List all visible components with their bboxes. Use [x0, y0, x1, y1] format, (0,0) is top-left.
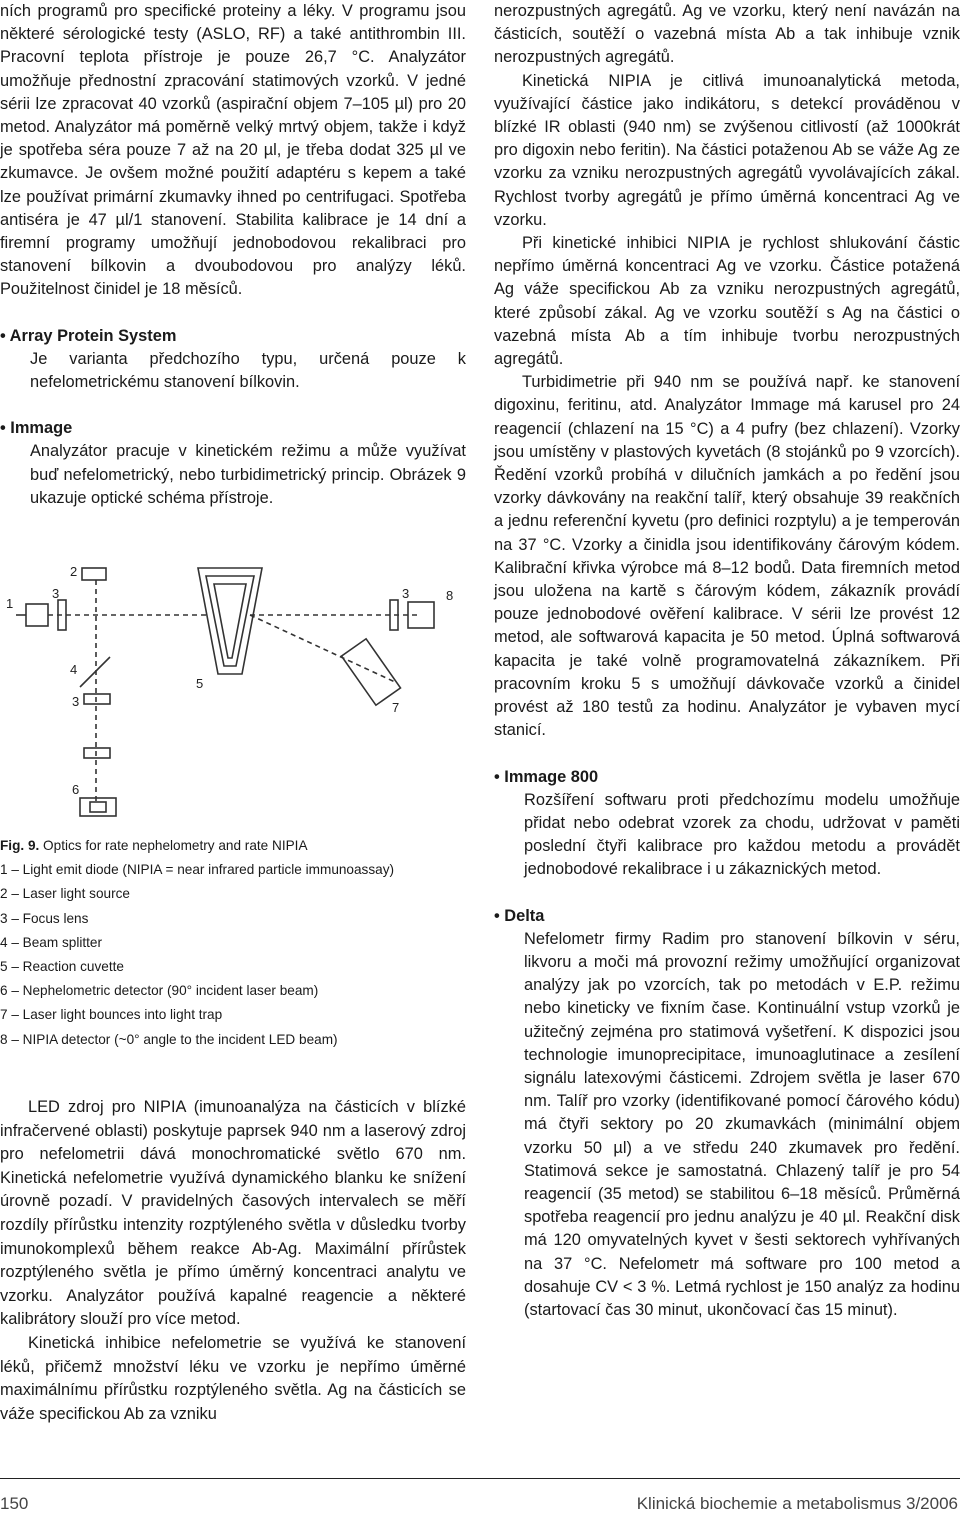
- paragraph: Kinetická inhibice nefelometrie se využívá ke stanovení léků, přičemž množství léku ve vzorku je nepřímo úměrné maximálnímu přírůstku rozptýleného světla. Ag na částicích se váže specifickou Ab za vzniku: [0, 1333, 466, 1423]
- figure-caption: [0, 834, 466, 1052]
- caption-item: 4 – Beam splitter: [0, 934, 102, 950]
- section-heading-array: • Array Protein System: [0, 326, 177, 345]
- paragraph: ních programů pro specifické proteiny a léky. V programu jsou některé sérologické testy (ASLO, RF) a také antithrombin III. Pracovní teplota přístroje je pouze 26,7 °C. Analyzátor umožňuje přednostní zpracování statimových vzorků. V jedné sérii lze zpracovat 40 vzorků (aspirační objem 7–105 µl) pro 20 metod. Analyzátor má poměrně velký mrtvý objem, takže i když je spotřeba séra pouze 7 až na 20 µl, je třeba dodat 325 µl ve zkumavce. Je ovšem možné použití adaptéru s kepem a také lze používat primární zkumavky ihned po centrifugaci. Spotřeba antiséra je 47 µl/1 stanovení. Stabilita kalibrace je 14 dní a firemní programy umožňují jednobodovou rekalibraci pro stanovení bílkovin a dvoubodovou pro analýzy léků. Použitelnost činidel je 18 měsíců.: [0, 2, 466, 299]
- paragraph: Je varianta předchozího typu, určená pouze k nefelometrickému stanovení bílkovin.: [30, 349, 466, 392]
- figure-label-1: 1: [6, 596, 14, 611]
- section-heading-delta: • Delta: [494, 906, 545, 925]
- paragraph: Turbidimetrie při 940 nm se používá např. ke stanovení digoxinu, feritinu, atd. Analyzátor Immage má karusel pro 24 reagencií (chlazení na 15 °C) a 4 pufry (bez chlazení). Vzorky jsou umístěny v plastových kyvetách (8 stojánků po 9 vzorcích). Ředění vzorků probíhá v dilučních jamkách a po ředění jsou vzorky dávkovány na reakční talíř, který obsahuje 39 reakčních a jednu referenční kyvetu (pro definici rozptylu) a je temperován na 37 °C. Vzorky a činidla jsou identifikovány čárovým kódem. Kalibrační křivka výrobce má 8–12 bodů. Data firemních metod jsou uložena na kartě s čárovým kódem, zákazník provádí pouze jednobodové ověření kalibrace. V sérii lze provést 12 metod, ale softwarová kapacita je 50 metod. Úplná softwarová kapacita je také volně programovatelná zákazníkem. Při pracovním kroku 5 s umožňují dávkovače vzorků a činidel provést až 180 testů za hodinu. Analyzátor je vybaven mycí stanicí.: [494, 373, 960, 740]
- caption-item: 8 – NIPIA detector (~0° angle to the incident LED beam): [0, 1031, 338, 1047]
- figure-label-8: 8: [446, 588, 454, 603]
- figure-label-3c: 3: [402, 586, 410, 601]
- caption-item: 7 – Laser light bounces into light trap: [0, 1007, 223, 1023]
- caption-item: 5 – Reaction cuvette: [0, 959, 124, 975]
- caption-item: 6 – Nephelometric detector (90° incident laser beam): [0, 983, 319, 999]
- figure-label-4: 4: [70, 662, 78, 677]
- figure-label-3b: 3: [72, 694, 80, 709]
- paragraph: Analyzátor pracuje v kinetickém režimu a může využívat buď nefelometrický, nebo turbidimetrický princip. Obrázek 9 ukazuje optické schéma přístroje.: [30, 442, 466, 507]
- section-heading-immage: • Immage: [0, 419, 73, 438]
- figure-label-5: 5: [196, 676, 204, 691]
- caption-title: Optics for rate nephelometry and rate NIPIA: [39, 838, 308, 853]
- left-column-top: [0, 0, 466, 510]
- page-number: 150: [0, 1494, 29, 1513]
- paragraph: Nefelometr firmy Radim pro stanovení bílkovin v séru, likvoru a moči má provozní režimy umožňující organizovat analýzy jak po vzorcích, tak po metodách v E.P. režimu nebo kineticky ve fixním čase. Kontinuální vstup vzorků je užitečný zejména pro statimová vyšetření. K dispozici jsou technologie imunoprecipitace, imunoaglutinace a zesílení signálu latexovými částicemi. Zdrojem světla je laser 670 nm. Talíř pro vzorky (identifikované pomocí čárového kódu) má čtyři sektory po 20 zkumavkách (minimální objem vzorku 50 µl) a ve středu 240 zkumavek pro ředění. Statimová sekce je samostatná. Chlazený talíř je pro 54 reagencií (35 metod) se stabilitou 6–18 měsíců. Průměrná spotřeba reagencií pro jednu analýzu je 40 µl. Reakční disk má 120 omyvatelných kyvet v šesti sektorech vyhřívaných na 37 °C. Nefelometr má software pro 100 metod a dosahuje CV < 3 %. Letmá rychlost je 150 analýz za hodinu (startovací čas 30 minut, ukončovací čas 15 minut).: [524, 929, 960, 1319]
- section-heading-immage-800: • Immage 800: [494, 767, 599, 786]
- paragraph: Rozšíření softwaru proti předchozímu modelu umožňuje přidat nebo odebrat vzorek za chodu, udržovat v paměti poslední čtyři kalibrace pro každou metodu a provádět jednobodové rekalibrace i u zákaznických metod.: [524, 790, 960, 879]
- journal-title: Klinická biochemie a metabolismus 3/2006: [636, 1494, 958, 1513]
- figure-label-6: 6: [72, 782, 80, 797]
- right-column: [494, 0, 960, 1322]
- caption-item: 2 – Laser light source: [0, 886, 130, 902]
- paragraph: nerozpustných agregátů. Ag ve vzorku, který není navázán na částicích, soutěží o vazebná místa Ab a tak inhibuje vznik nerozpustných agregátů.: [494, 2, 960, 67]
- paragraph: Při kinetické inhibici NIPIA je rychlost shlukování částic nepřímo úměrná koncentraci Ag ve vzorku. Částice potažená Ag váže specifickou Ab za vzniku nerozpustných agregátů, které způsobí zákal. Ag ve vzorku soutěží s Ag na částici o vazebná místa Ab a tím inhibuje tvorbu nerozpustných agregátů.: [494, 234, 960, 369]
- paragraph: LED zdroj pro NIPIA (imunoanalýza na částicích v blízké infračervené oblasti) poskytuje paprsek 940 nm a laserový zdroj pro nefelometrii dává monochromatické světlo 670 nm. Kinetická nefelometrie využívá dynamického blanku ke snížení úrovně pozadí. V pravidelných časových intervalech se měří rozdíly přírůstku intenzity rozptýleného světla v důsledku tvorby imunokomplexů během reakce Ab-Ag. Maximální přírůstek rozptýleného světla je přímo úměrný koncentraci analytu ve vzorku. Analyzátor používá kapalné reagencie a některé kalibrátory slouží pro více metod.: [0, 1098, 466, 1329]
- optics-diagram: [0, 562, 466, 824]
- caption-item: 3 – Focus lens: [0, 910, 89, 926]
- figure-label-3a: 3: [52, 586, 60, 601]
- caption-item: 1 – Light emit diode (NIPIA = near infrared particle immunoassay): [0, 862, 395, 878]
- figure-label-2: 2: [70, 564, 78, 579]
- left-column-bottom: [0, 1096, 466, 1426]
- footer-rule: [0, 1478, 960, 1479]
- figure-label-7: 7: [392, 700, 400, 715]
- paragraph: Kinetická NIPIA je citlivá imunoanalytická metoda, využívající částice jako indikátoru, s detekcí prováděnou v blízké IR oblasti (940 nm) se zvýšenou citlivostí (až 1000krát pro digoxin nebo feritin). Na částici potaženou Ab se váže Ag ze vzorku za vzniku nerozpustných agregátů vyvolávajících zákal. Rychlost tvorby agregátů je přímo úměrná koncentraci Ag ve vzorku.: [494, 71, 960, 229]
- figure-optics-schema: [0, 562, 466, 824]
- caption-fig-number: Fig. 9.: [0, 838, 40, 853]
